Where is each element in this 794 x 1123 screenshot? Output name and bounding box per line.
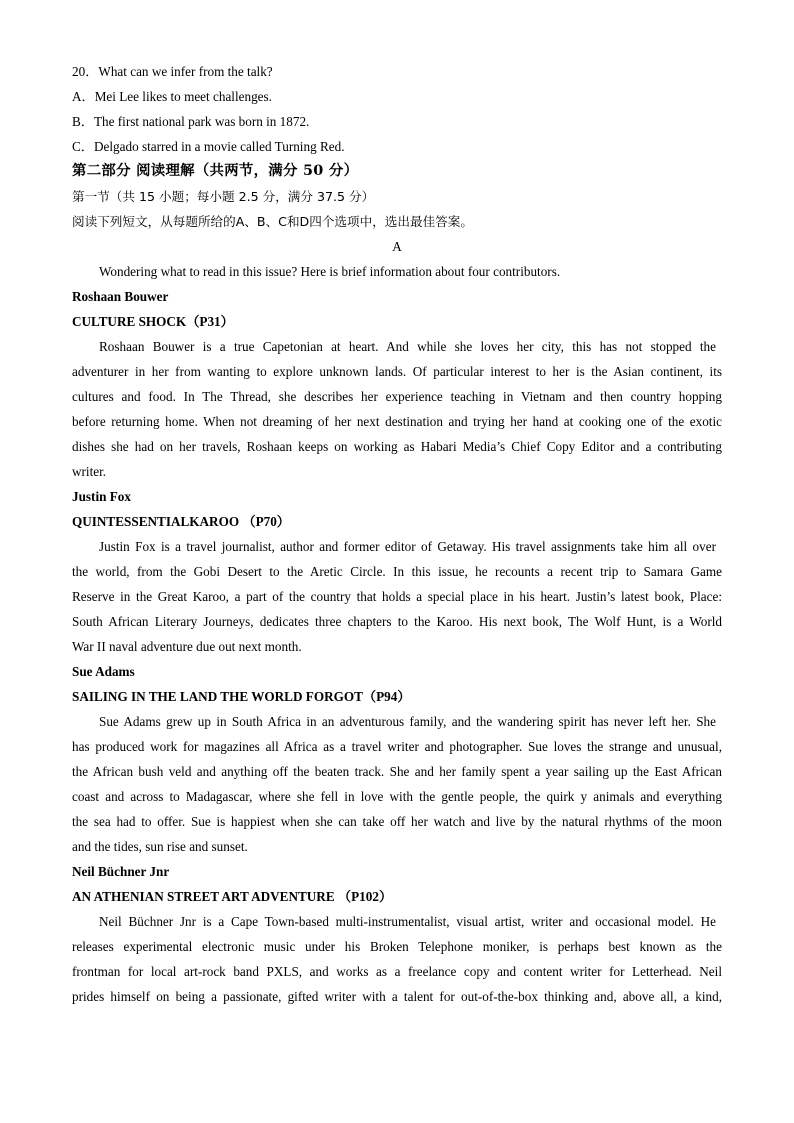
paragraph-line: before returning home. When not dreaming of her next destination and trying her hand at cooking one of the exotic [72, 414, 722, 429]
contributor-name: Neil Büchner Jnr [72, 864, 170, 879]
paragraph-line: War II naval adventure due out next month. [72, 639, 302, 654]
paragraph-line: and the tides, sun rise and sunset. [72, 839, 248, 854]
paragraph-line: adventurer in her from wanting to explore unknown lands. Of particular interest to her is the Asian continent, its [72, 364, 722, 379]
contributor-name: Justin Fox [72, 489, 131, 504]
contributor-article: SAILING IN THE LAND THE WORLD FORGOT（P94） [72, 689, 411, 704]
section-1-info: 第一节（共 15 小题；每小题 2.5 分，满分 37.5 分） [72, 189, 375, 204]
paragraph-line: Justin Fox is a travel journalist, author and former editor of Getaway. His travel assignments take him all over [99, 539, 716, 554]
paragraph-line: the world, from the Gobi Desert to the Aretic Circle. In this issue, he recounts a recent trip to Samara Game [72, 564, 722, 579]
paragraph-line: has produced work for magazines all Africa as a travel writer and photographer. Sue loves the strange and unusual, [72, 739, 722, 754]
paragraph-line: writer. [72, 464, 107, 479]
paragraph-line: cultures and food. In The Thread, she describes her experience teaching in Vietnam and then country hopping [72, 389, 722, 404]
passage-label: A [392, 239, 402, 254]
question-20-option-b: B．The first national park was born in 1872. [72, 114, 310, 129]
question-20-option-c: C．Delgado starred in a movie called Turning Red. [72, 139, 345, 154]
paragraph-line: prides himself on being a passionate, gifted writer with a talent for out-of-the-box thinking and, above all, a kind, [72, 989, 722, 1004]
paragraph-line: Sue Adams grew up in South Africa in an adventurous family, and the wandering spirit has never left her. She [99, 714, 716, 729]
contributor-article: AN ATHENIAN STREET ART ADVENTURE （P102） [72, 889, 393, 904]
passage-intro: Wondering what to read in this issue? Here is brief information about four contributors. [99, 264, 561, 279]
paragraph-line: frontman for local art-rock band PXLS, and works as a freelance copy and content writer for Letterhead. Neil [72, 964, 722, 979]
contributor-name: Sue Adams [72, 664, 135, 679]
paragraph-line: South African Literary Journeys, dedicates three chapters to the Karoo. His next book, The Wolf Hunt, is a World [72, 614, 722, 629]
paragraph-line: the sea had to offer. Sue is happiest when she can take off her watch and live by the natural rhythms of the moon [72, 814, 722, 829]
paragraph-line: coast and across to Madagascar, where she fell in love with the gentle people, the quirk y animals and everything [72, 789, 722, 804]
paragraph-line: Reserve in the Great Karoo, a part of the country that holds a special place in his heart. Justin’s latest book, Place: [72, 589, 722, 604]
paragraph-line: releases experimental electronic music under his Broken Telephone moniker, is perhaps best known as the [72, 939, 722, 954]
paragraph-line: the African bush veld and anything off the beaten track. She and her family spent a year sailing up the East African [72, 764, 722, 779]
paragraph-line: Neil Büchner Jnr is a Cape Town-based multi-instrumentalist, visual artist, writer and occasional model. He [99, 914, 716, 929]
question-20-option-a: A．Mei Lee likes to meet challenges. [72, 89, 272, 104]
paragraph-line: Roshaan Bouwer is a true Capetonian at heart. And while she loves her city, this has not stopped the [99, 339, 716, 354]
section-instruction: 阅读下列短文，从每题所给的A、B、C和D四个选项中，选出最佳答案。 [72, 214, 473, 229]
contributor-article: QUINTESSENTIALKAROO （P70） [72, 514, 290, 529]
question-20-stem: 20．What can we infer from the talk? [72, 64, 273, 79]
part-2-title: 第二部分 阅读理解（共两节，满分 50 分） [72, 162, 359, 179]
contributor-name: Roshaan Bouwer [72, 289, 169, 304]
paragraph-line: dishes she had on her travels, Roshaan keeps on working as Habari Media’s Chief Copy Editor and a contributing [72, 439, 722, 454]
contributor-article: CULTURE SHOCK（P31） [72, 314, 234, 329]
